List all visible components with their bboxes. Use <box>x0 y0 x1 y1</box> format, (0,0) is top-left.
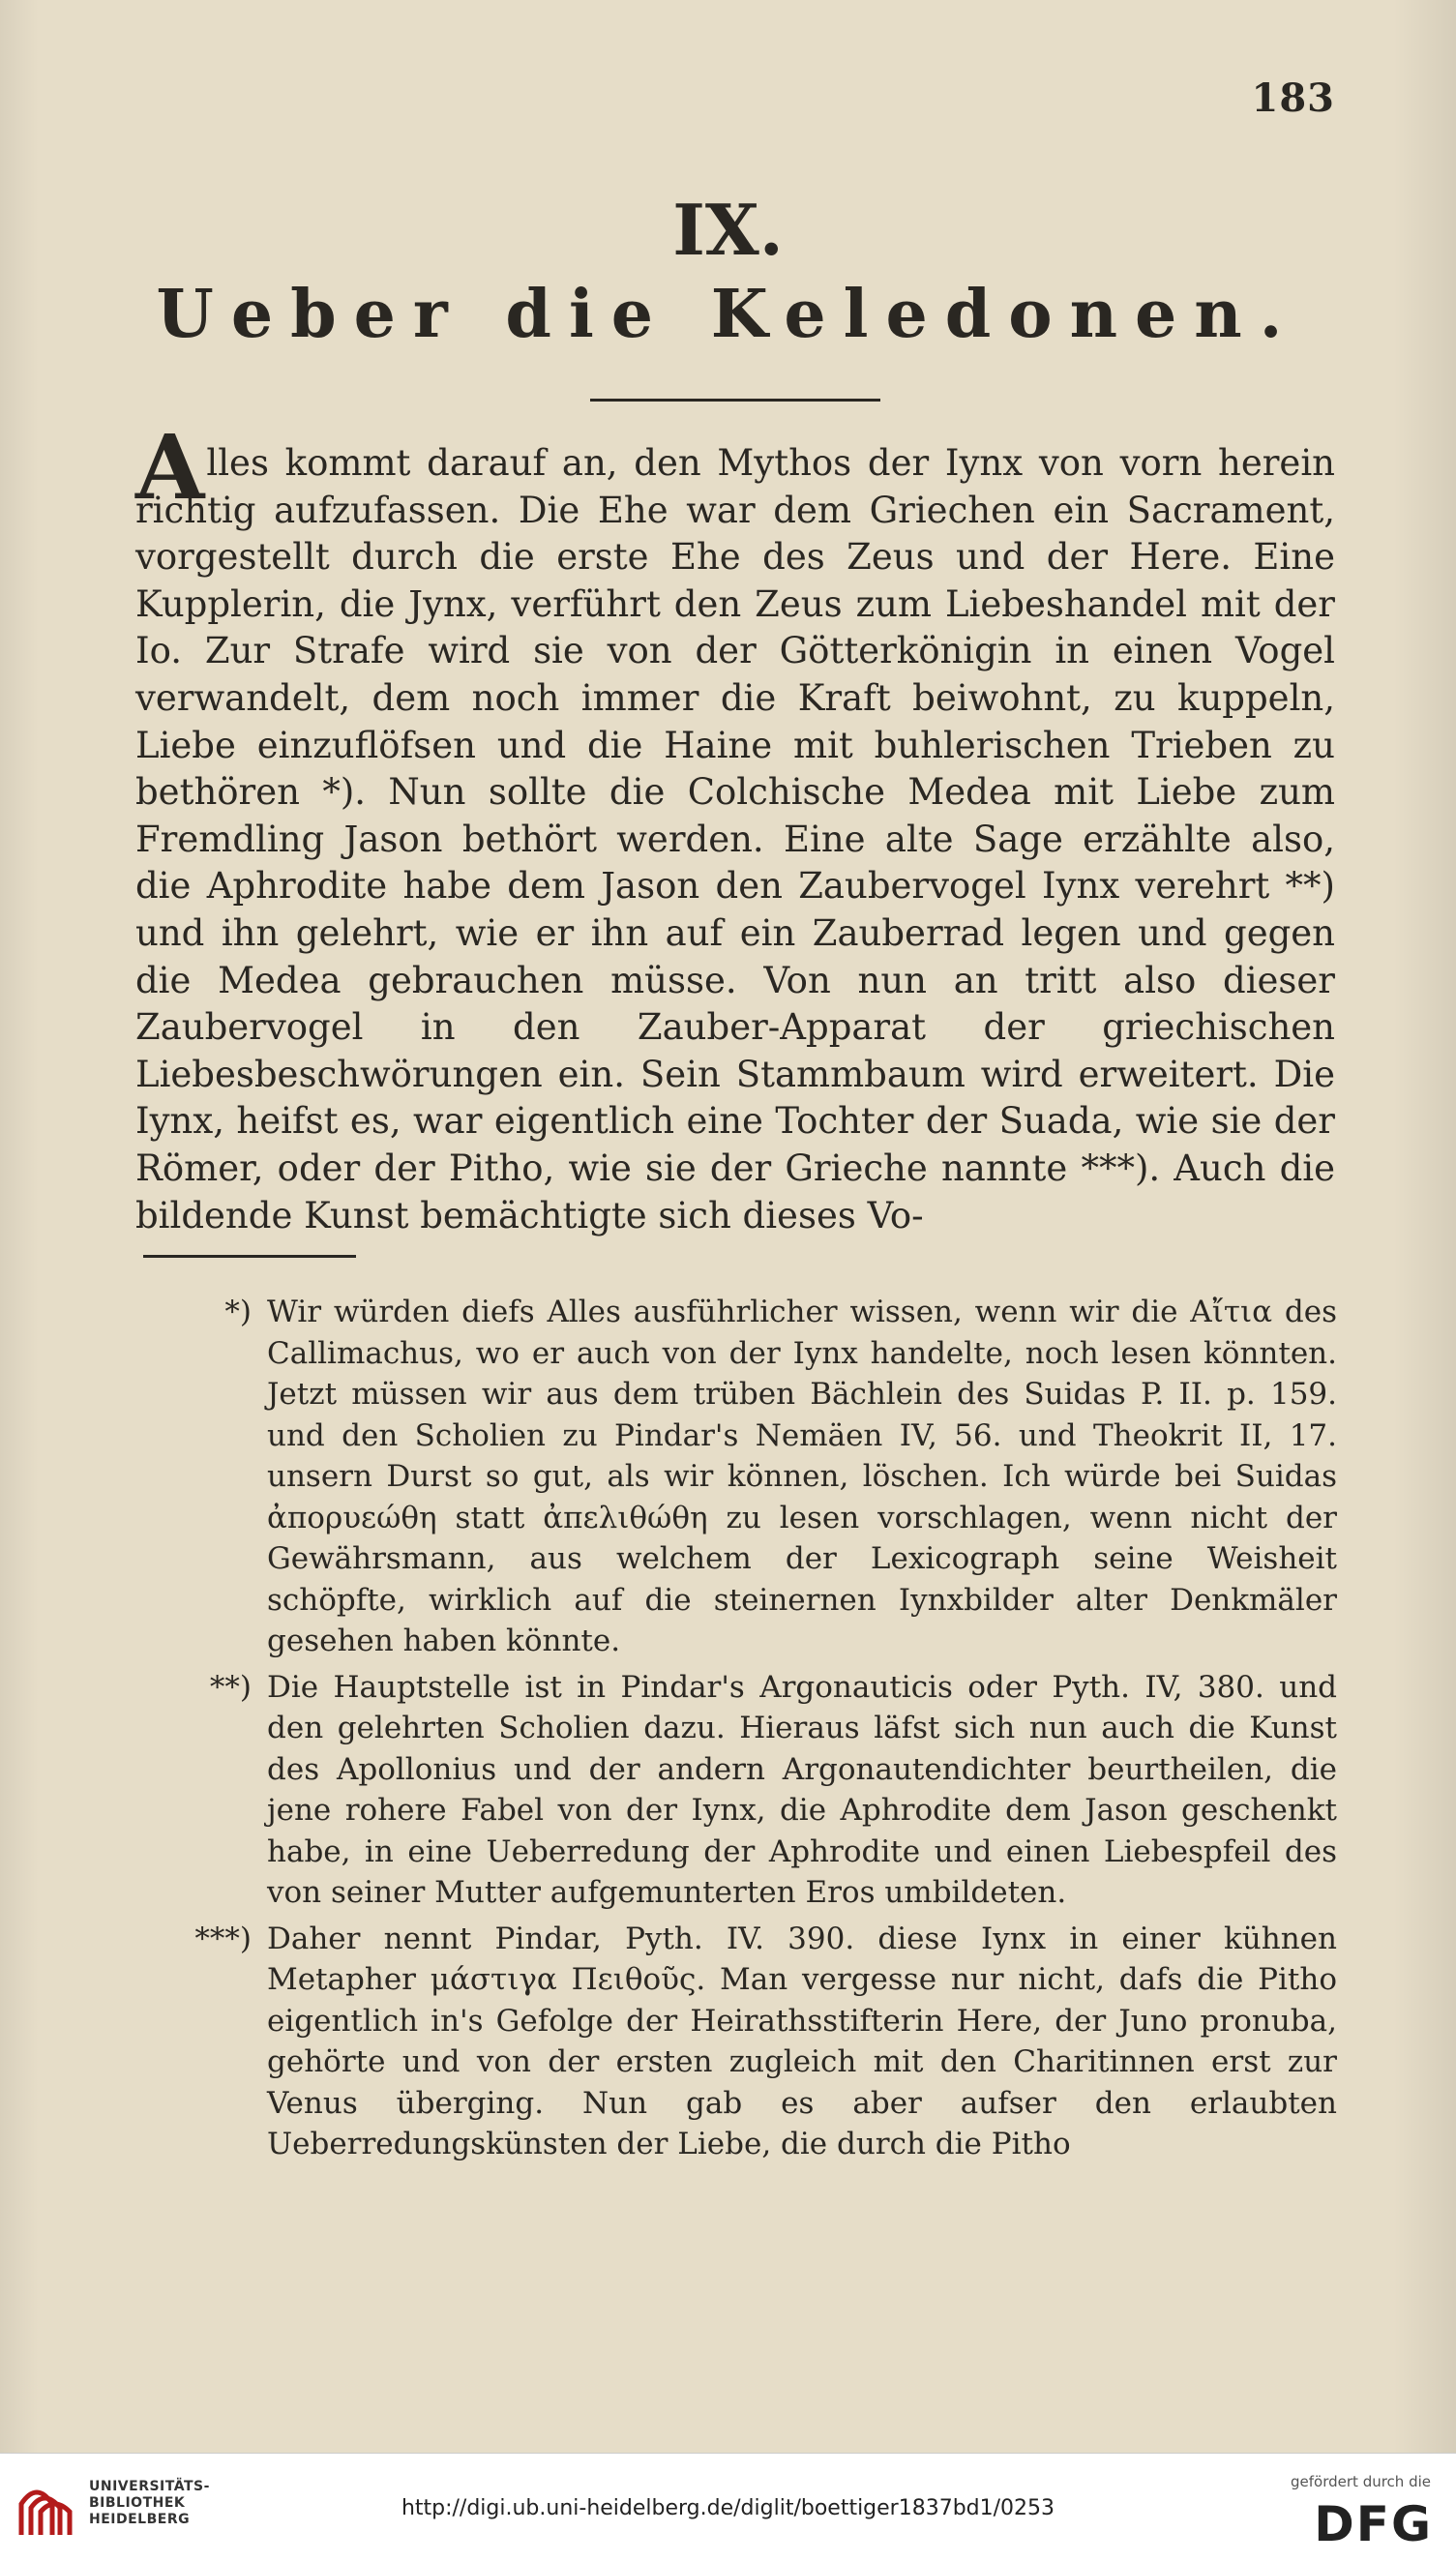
footnote-1 <box>155 1292 1337 1662</box>
footnote-mark: **) <box>209 1669 252 1705</box>
footnote-divider <box>143 1255 356 1258</box>
footnote-mark: ***) <box>194 1921 252 1956</box>
footnote-text: Daher nennt Pindar, Pyth. IV. 390. diese Iynx in einer kühnen Metapher μάστιγα Πειθοῦς. Man vergesse nur nicht, dafs die Pitho eigentlich in's Gefolge der Heirathsstifterin Here, der Juno pronuba, gehörte und von der ersten zugleich mit den Charitinnen erst zur Venus überging. Nun gab es aber aufser den erlaubten Ueberredungskünsten der Liebe, die durch die Pitho <box>267 1921 1337 2161</box>
footnotes <box>155 1292 1337 2170</box>
chapter-number: IX. <box>672 189 784 271</box>
library-name: UNIVERSITÄTS- BIBLIOTHEK HEIDELBERG <box>89 2479 210 2527</box>
paragraph-text: lles kommt darauf an, den Mythos der Iynx von vorn herein richtig aufzufassen. Die Ehe war dem Griechen ein Sacrament, vorgestellt durch die erste Ehe des Zeus und der Here. Eine Kupplerin, die Jynx, verführt den Zeus zum Liebeshandel mit der Io. Zur Strafe wird sie von der Götterkönigin in einen Vogel verwandelt, dem noch immer die Kraft beiwohnt, zu kuppeln, Liebe einzuflöfsen und die Haine mit buhlerischen Trieben zu bethören *). Nun sollte die Colchische Medea mit Liebe zum Fremdling Jason bethört werden. Eine alte Sage erzählte also, die Aphrodite habe dem Jason den Zaubervogel Iynx verehrt **) und ihn gelehrt, wie er ihn auf ein Zauberrad legen und gegen die Medea gebrauchen müsse. Von nun an tritt also dieser Zaubervogel in den Zauber-Apparat der griechischen Liebesbeschwörungen ein. Sein Stammbaum wird erweitert. Die Iynx, heifst es, war eigentlich eine Tochter der Suada, wie sie der Römer, oder der Pitho, wie sie der Grieche nannte ***). Auch die bildende Kunst bemächtigte sich dieses Vo- <box>135 442 1335 1236</box>
footnote-2 <box>155 1667 1337 1914</box>
drop-cap: A <box>135 415 205 520</box>
footnote-3 <box>155 1919 1337 2165</box>
footnote-text: Die Hauptstelle ist in Pindar's Argonauticis oder Pyth. IV, 380. und den gelehrten Scholien dazu. Hieraus läfst sich nun auch die Kunst des Apollonius und der andern Argonautendichter beurtheilen, die jene rohere Fabel von der Iynx, die Aphrodite dem Jason geschenkt habe, in eine Ueberredung der Aphrodite und einen Liebespfeil des von seiner Mutter aufgemunterten Eros umbildeten. <box>267 1669 1337 1910</box>
title-divider <box>590 399 880 402</box>
main-text <box>135 415 1335 1239</box>
funded-by-label: gefördert durch die <box>1291 2473 1431 2490</box>
footnote-text: Wir würden diefs Alles ausführlicher wissen, wenn wir die Αἴτια des Callimachus, wo er auch von der Iynx handelte, noch lesen könnten. Jetzt müssen wir aus dem trüben Bächlein des Suidas P. II. p. 159. und den Scholien zu Pindar's Nemäen IV, 56. und Theokrit II, 17. unsern Durst so gut, als wir können, löschen. Ich würde bei Suidas ἀπορυεώθη statt ἀπελιθώθη zu lesen vorschlagen, wenn nicht der Gewährsmann, aus welchem der Lexicograph seine Weisheit schöpfte, wirklich auf die steinernen Iynxbilder alter Denkmäler gesehen haben könnte. <box>267 1295 1337 1658</box>
page-number: 183 <box>1251 75 1335 121</box>
viewer-footer <box>0 2453 1456 2562</box>
dfg-logo: DFG <box>1314 2496 1433 2552</box>
footnote-mark: *) <box>224 1295 252 1329</box>
body-paragraph <box>135 415 1335 1239</box>
permalink-url[interactable]: http://digi.ub.uni-heidelberg.de/diglit/boettiger1837bd1/0253 <box>401 2496 1055 2520</box>
chapter-title: Ueber die Keledonen. <box>156 276 1300 353</box>
